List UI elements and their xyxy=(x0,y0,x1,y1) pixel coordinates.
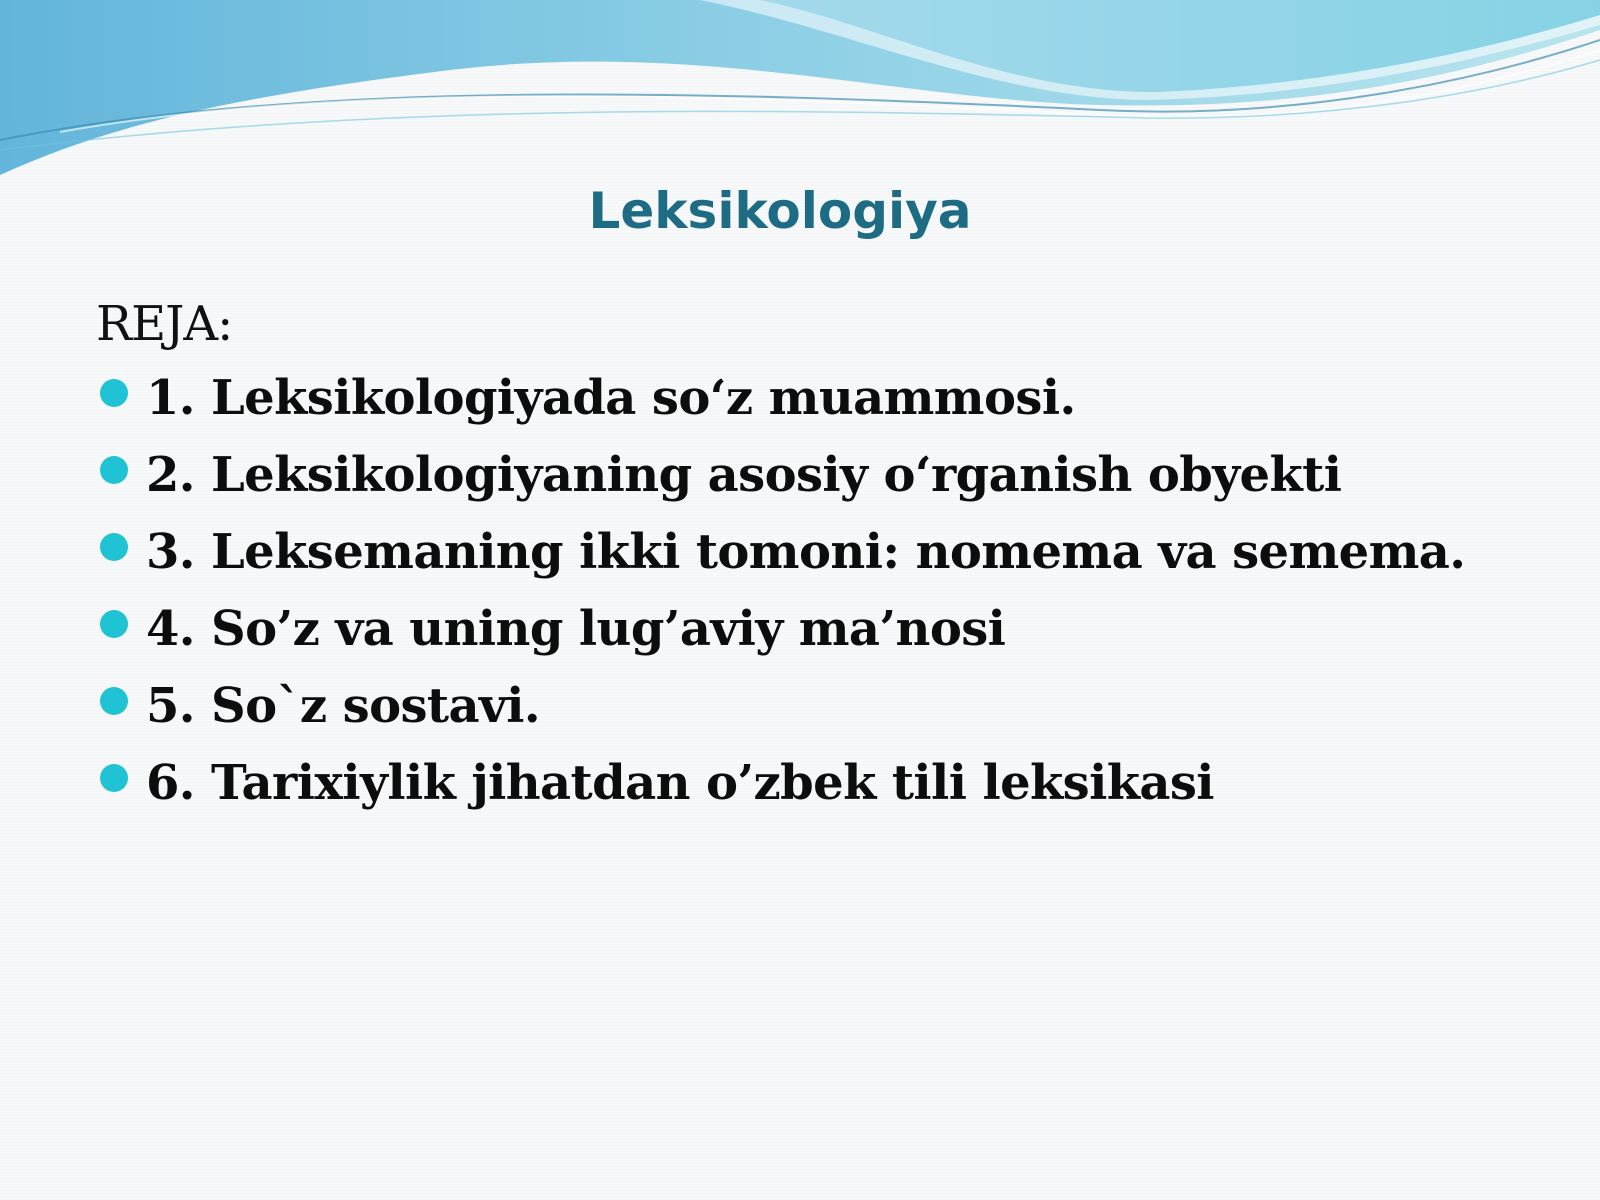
list-item xyxy=(96,447,1465,524)
list-item xyxy=(96,678,1465,755)
bullet-dot-icon xyxy=(100,533,128,561)
decorative-wave-header xyxy=(0,0,1600,200)
bullet-dot-icon xyxy=(100,456,128,484)
list-item-text: 6. Tarixiylik jihatdan o’zbek tili leksikasi xyxy=(146,755,1214,811)
plan-list xyxy=(96,370,1465,832)
list-item-text: 3. Leksemaning ikki tomoni: nomema va semema. xyxy=(146,524,1466,580)
bullet-dot-icon xyxy=(100,687,128,715)
list-item-text: 5. So`z sostavi. xyxy=(146,678,541,734)
slide-title: Leksikologiya xyxy=(588,182,972,240)
list-item-text: 2. Leksikologiyaning asosiy o‘rganish obyekti xyxy=(146,447,1342,503)
bullet-dot-icon xyxy=(100,610,128,638)
list-item xyxy=(96,524,1465,601)
list-item-text: 1. Leksikologiyada so‘z muammosi. xyxy=(146,370,1076,426)
list-item xyxy=(96,370,1465,447)
list-item xyxy=(96,601,1465,678)
list-item xyxy=(96,755,1465,832)
bullet-dot-icon xyxy=(100,764,128,792)
bullet-dot-icon xyxy=(100,379,128,407)
list-item-text: 4. So’z va uning lug’aviy ma’nosi xyxy=(146,601,1006,657)
plan-heading: REJA: xyxy=(96,296,233,352)
